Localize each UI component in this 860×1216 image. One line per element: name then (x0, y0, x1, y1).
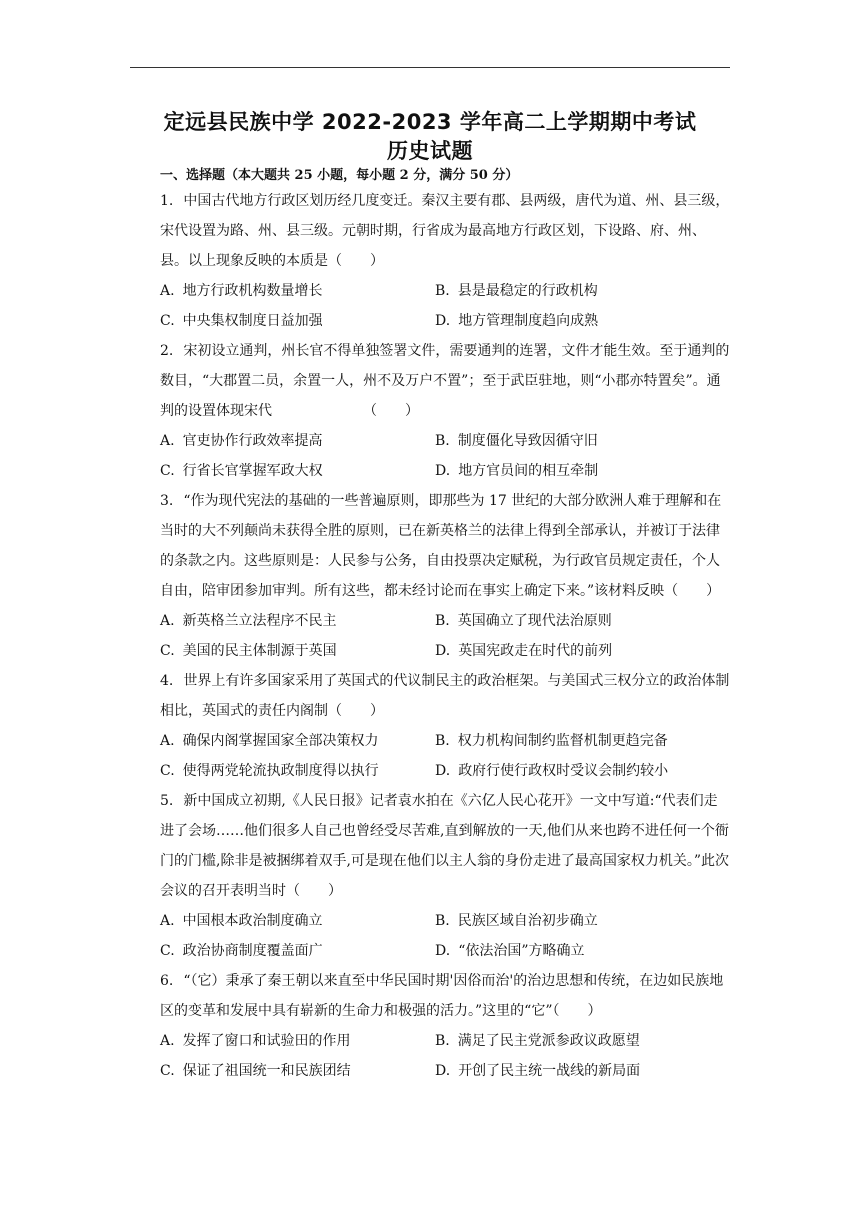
question-5 (160, 786, 730, 966)
question-2 (160, 336, 730, 486)
option-text: 满足了民主党派参政议政愿望 (457, 1033, 640, 1049)
option-c[interactable] (160, 306, 435, 336)
option-letter: D. (435, 313, 451, 329)
option-row (160, 906, 730, 936)
option-b[interactable] (435, 1026, 710, 1056)
option-letter: A. (160, 433, 175, 449)
question-text: 中国古代地方行政区划历经几度变迁。秦汉主要有郡、县两级，唐代为道、州、县三级，宋代设置为路、州、县三级。元朝时期，行省成为最高地方行政区划，下设路、府、州、县。以上现象反映的本质是（ ） (160, 193, 730, 269)
option-c[interactable] (160, 456, 435, 486)
question-6 (160, 966, 730, 1086)
option-letter: A. (160, 1033, 175, 1049)
option-letter: A. (160, 913, 175, 929)
question-3 (160, 486, 730, 666)
option-text: 确保内阁掌握国家全部决策权力 (182, 733, 379, 749)
option-text: 地方管理制度趋向成熟 (458, 313, 599, 329)
option-a[interactable] (160, 426, 435, 456)
option-d[interactable] (435, 636, 710, 666)
question-number: 3. (160, 493, 174, 509)
option-letter: A. (160, 283, 175, 299)
option-text: 英国确立了现代法治原则 (457, 613, 612, 629)
option-row (160, 276, 730, 306)
exam-subject: 历史试题 (387, 139, 473, 163)
option-text: 制度僵化导致因循守旧 (457, 433, 598, 449)
option-letter: D. (435, 463, 451, 479)
option-text: 县是最稳定的行政机构 (457, 283, 598, 299)
option-text: 新英格兰立法程序不民主 (182, 613, 337, 629)
option-c[interactable] (160, 936, 435, 966)
question-number: 2. (160, 343, 174, 359)
option-d[interactable] (435, 306, 710, 336)
section-heading: 一、选择题（本大题共 25 小题，每小题 2 分，满分 50 分） (160, 168, 519, 183)
option-text: 官吏协作行政效率提高 (182, 433, 323, 449)
question-stem (160, 666, 730, 726)
option-row (160, 936, 730, 966)
option-row (160, 606, 730, 636)
question-text: “（它）秉承了秦王朝以来直至中华民国时期'因俗而治'的治边思想和传统，在边如民族地区的变革和发展中具有崭新的生命力和极强的活力。”这里的“它”（ ） (160, 973, 724, 1019)
option-letter: C. (160, 463, 175, 479)
option-row (160, 1056, 730, 1086)
question-number: 4. (160, 673, 174, 689)
option-row (160, 426, 730, 456)
question-stem (160, 966, 730, 1026)
option-letter: B. (435, 733, 450, 749)
option-row (160, 726, 730, 756)
option-text: 民族区域自治初步确立 (457, 913, 598, 929)
question-stem (160, 186, 730, 276)
option-c[interactable] (160, 1056, 435, 1086)
option-letter: C. (160, 643, 175, 659)
option-text: 开创了民主统一战线的新局面 (458, 1063, 641, 1079)
option-letter: D. (435, 643, 451, 659)
header-rule (130, 67, 730, 68)
option-b[interactable] (435, 726, 710, 756)
option-b[interactable] (435, 276, 710, 306)
exam-title: 定远县民族中学 2022-2023 学年高二上学期期中考试 (163, 110, 697, 134)
question-number: 6. (160, 973, 174, 989)
option-b[interactable] (435, 606, 710, 636)
option-text: 中国根本政治制度确立 (182, 913, 323, 929)
option-row (160, 1026, 730, 1056)
question-text: “作为现代宪法的基础的一些普遍原则，即那些为 17 世纪的大部分欧洲人难于理解和在当时的大不列颠尚未获得全胜的原则，已在新英格兰的法律上得到全部承认，并被订于法律的条款之内。这些原则是：人民参与公务，自由投票决定赋税，为行政官员规定责任，个人自由，陪审团参加审判。所有这些，都未经讨论而在事实上确定下来。”该材料反映（ ） (160, 493, 722, 599)
question-stem (160, 336, 730, 426)
option-letter: B. (435, 1033, 450, 1049)
option-d[interactable] (435, 1056, 710, 1086)
question-list (160, 186, 730, 1086)
option-letter: D. (435, 1063, 451, 1079)
option-b[interactable] (435, 906, 710, 936)
option-letter: B. (435, 613, 450, 629)
option-letter: D. (435, 943, 451, 959)
option-text: 美国的民主体制源于英国 (182, 643, 337, 659)
question-stem (160, 786, 730, 906)
question-4 (160, 666, 730, 786)
option-text: 权力机构间制约监督机制更趋完备 (457, 733, 668, 749)
option-letter: B. (435, 433, 450, 449)
option-d[interactable] (435, 756, 710, 786)
option-a[interactable] (160, 1026, 435, 1056)
option-text: 政府行使行政权时受议会制约较小 (458, 763, 669, 779)
question-text: 宋初设立通判，州长官不得单独签署文件，需要通判的连署，文件才能生效。至于通判的数目，“大郡置二员，余置一人，州不及万户不置”；至于武臣驻地，则“小郡亦特置矣”。通判的设置体现宋代 （ ） (160, 343, 730, 419)
option-row (160, 306, 730, 336)
option-letter: B. (435, 913, 450, 929)
option-letter: B. (435, 283, 450, 299)
option-text: 行省长官掌握军政大权 (182, 463, 323, 479)
option-row (160, 456, 730, 486)
option-d[interactable] (435, 936, 710, 966)
option-row (160, 636, 730, 666)
option-text: 保证了祖国统一和民族团结 (182, 1063, 351, 1079)
option-text: 地方行政机构数量增长 (182, 283, 323, 299)
option-row (160, 756, 730, 786)
question-1 (160, 186, 730, 336)
option-text: 地方官员间的相互牵制 (458, 463, 599, 479)
option-letter: C. (160, 1063, 175, 1079)
option-text: 使得两党轮流执政制度得以执行 (182, 763, 379, 779)
option-text: 政治协商制度覆盖面广 (182, 943, 323, 959)
option-d[interactable] (435, 456, 710, 486)
option-a[interactable] (160, 606, 435, 636)
question-number: 1. (160, 193, 174, 209)
question-stem (160, 486, 730, 606)
option-letter: C. (160, 943, 175, 959)
option-a[interactable] (160, 906, 435, 936)
option-text: 发挥了窗口和试验田的作用 (182, 1033, 351, 1049)
option-text: 中央集权制度日益加强 (182, 313, 323, 329)
option-text: “依法治国”方略确立 (458, 943, 585, 959)
option-a[interactable] (160, 726, 435, 756)
option-text: 英国宪政走在时代的前列 (458, 643, 613, 659)
option-c[interactable] (160, 636, 435, 666)
question-number: 5. (160, 793, 174, 809)
option-b[interactable] (435, 426, 710, 456)
option-letter: D. (435, 763, 451, 779)
question-text: 新中国成立初期,《人民日报》记者袁水拍在《六亿人民心花开》一文中写道:“代表们走进了会场……他们很多人自己也曾经受尽苦难,直到解放的一天,他们从来也跨不进任何一个衙门的门槛,除非是被捆绑着双手,可是现在他们以主人翁的身份走进了最高国家权力机关。”此次会议的召开表明当时（ ） (160, 793, 730, 899)
option-a[interactable] (160, 276, 435, 306)
option-letter: C. (160, 313, 175, 329)
option-letter: A. (160, 613, 175, 629)
option-letter: A. (160, 733, 175, 749)
option-c[interactable] (160, 756, 435, 786)
option-letter: C. (160, 763, 175, 779)
question-text: 世界上有许多国家采用了英国式的代议制民主的政治框架。与美国式三权分立的政治体制相比，英国式的责任内阁制（ ） (160, 673, 730, 719)
